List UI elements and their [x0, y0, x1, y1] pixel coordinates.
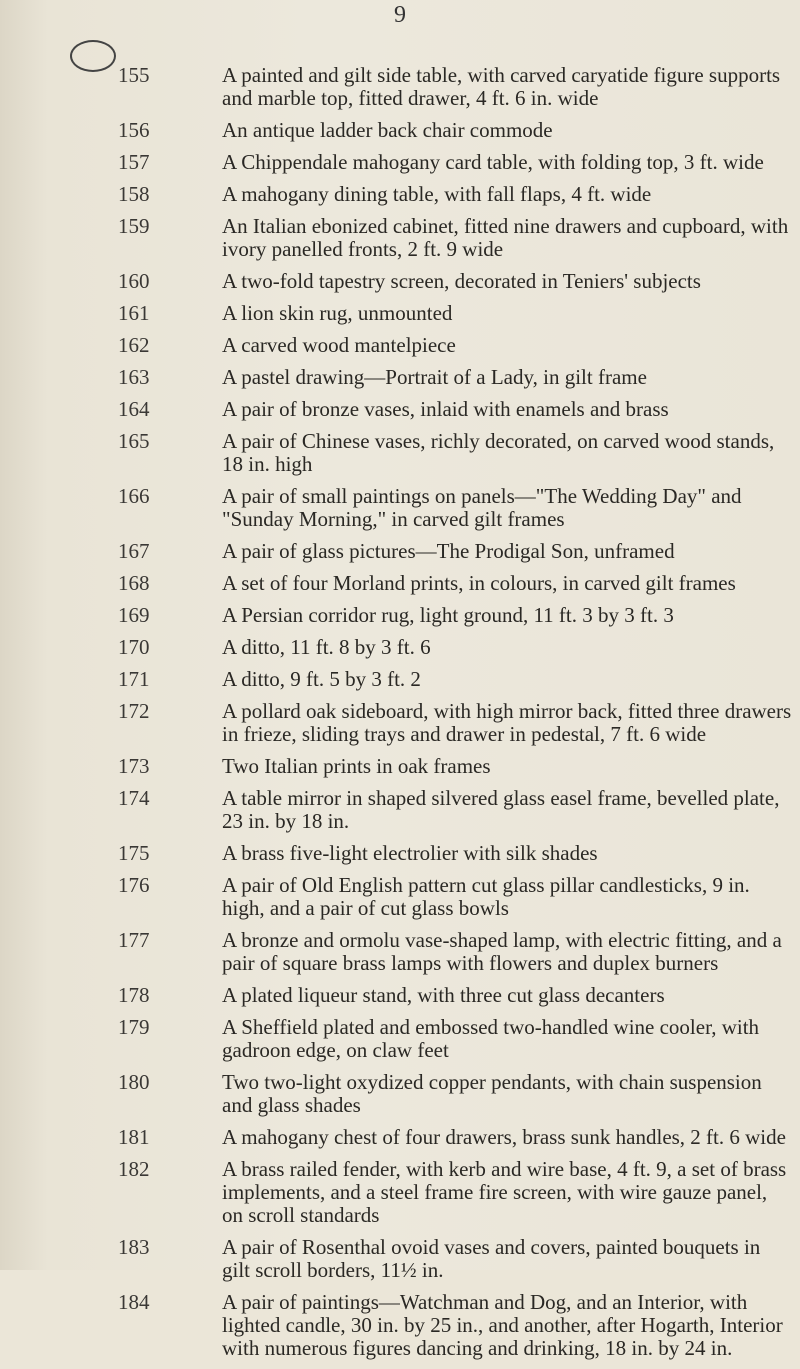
- lot-description: A plated liqueur stand, with three cut glass decanters: [222, 983, 665, 1007]
- lot-list: [0, 64, 800, 1369]
- lot-number: 168: [118, 571, 150, 595]
- lot-number: 178: [118, 983, 150, 1007]
- lot-item: [0, 700, 800, 746]
- lot-number: 170: [118, 635, 150, 659]
- lot-number: 157: [118, 150, 150, 174]
- lot-item: [0, 366, 800, 389]
- lot-number: 155: [118, 63, 150, 87]
- lot-description: A pair of Rosenthal ovoid vases and covers, painted bouquets in gilt scroll borders, 11½ in.: [222, 1235, 761, 1282]
- lot-description: A Sheffield plated and embossed two-handled wine cooler, with gadroon edge, on claw feet: [222, 1015, 760, 1062]
- lot-item: [0, 636, 800, 659]
- lot-description: A pair of Old English pattern cut glass pillar candlesticks, 9 in. high, and a pair of cut glass bowls: [222, 873, 750, 920]
- lot-item: [0, 270, 800, 293]
- lot-number: 159: [118, 214, 150, 238]
- lot-description: A painted and gilt side table, with carved caryatide figure supports and marble top, fitted drawer, 4 ft. 6 in. wide: [222, 63, 781, 110]
- lot-number: 156: [118, 118, 150, 142]
- lot-description: A mahogany chest of four drawers, brass sunk handles, 2 ft. 6 wide: [222, 1125, 786, 1149]
- lot-number: 180: [118, 1070, 150, 1094]
- lot-item: [0, 1236, 800, 1282]
- lot-number: 183: [118, 1235, 150, 1259]
- lot-number: 167: [118, 539, 150, 563]
- lot-item: [0, 151, 800, 174]
- lot-description: A ditto, 9 ft. 5 by 3 ft. 2: [222, 667, 421, 691]
- lot-item: [0, 842, 800, 865]
- lot-item: [0, 215, 800, 261]
- lot-number: 182: [118, 1157, 150, 1181]
- lot-item: [0, 430, 800, 476]
- lot-description: A pair of paintings—Watchman and Dog, and an Interior, with lighted candle, 30 in. by 25 in., and another, after Hogarth, Interior with numerous figures dancing and drinking, 18 in. by 24 in.: [222, 1290, 783, 1360]
- lot-description: A pollard oak sideboard, with high mirror back, fitted three drawers in frieze, sliding trays and drawer in pedestal, 7 ft. 6 wide: [222, 699, 792, 746]
- lot-number: 173: [118, 754, 150, 778]
- lot-description: A pair of bronze vases, inlaid with enamels and brass: [222, 397, 669, 421]
- lot-item: [0, 1158, 800, 1227]
- lot-description: A ditto, 11 ft. 8 by 3 ft. 6: [222, 635, 431, 659]
- lot-number: 165: [118, 429, 150, 453]
- lot-number: 172: [118, 699, 150, 723]
- lot-item: [0, 604, 800, 627]
- lot-number: 161: [118, 301, 150, 325]
- lot-number: 160: [118, 269, 150, 293]
- lot-description: A brass railed fender, with kerb and wire base, 4 ft. 9, a set of brass implements, and a steel frame fire screen, with wire gauze panel, on scroll standards: [222, 1157, 787, 1227]
- lot-description: A pair of small paintings on panels—"The Wedding Day" and "Sunday Morning," in carved gilt frames: [222, 484, 742, 531]
- lot-description: Two two-light oxydized copper pendants, with chain suspension and glass shades: [222, 1070, 762, 1117]
- lot-description: A lion skin rug, unmounted: [222, 301, 453, 325]
- lot-description: A pastel drawing—Portrait of a Lady, in gilt frame: [222, 365, 647, 389]
- lot-item: [0, 302, 800, 325]
- lot-description: A Persian corridor rug, light ground, 11 ft. 3 by 3 ft. 3: [222, 603, 674, 627]
- lot-number: 179: [118, 1015, 150, 1039]
- lot-item: [0, 183, 800, 206]
- lot-number: 184: [118, 1290, 150, 1314]
- lot-number: 162: [118, 333, 150, 357]
- lot-number: 158: [118, 182, 150, 206]
- lot-item: [0, 1071, 800, 1117]
- lot-number: 177: [118, 928, 150, 952]
- lot-description: A pair of glass pictures—The Prodigal Son, unframed: [222, 539, 675, 563]
- lot-description: A table mirror in shaped silvered glass easel frame, bevelled plate, 23 in. by 18 in.: [222, 786, 780, 833]
- lot-item: [0, 1126, 800, 1149]
- lot-description: A pair of Chinese vases, richly decorated, on carved wood stands, 18 in. high: [222, 429, 775, 476]
- lot-number: 163: [118, 365, 150, 389]
- lot-description: Two Italian prints in oak frames: [222, 754, 491, 778]
- lot-number: 166: [118, 484, 150, 508]
- lot-description: A set of four Morland prints, in colours, in carved gilt frames: [222, 571, 736, 595]
- lot-description: A brass five-light electrolier with silk shades: [222, 841, 598, 865]
- lot-item: [0, 1291, 800, 1360]
- lot-item: [0, 540, 800, 563]
- lot-number: 169: [118, 603, 150, 627]
- lot-item: [0, 984, 800, 1007]
- lot-number: 164: [118, 397, 150, 421]
- lot-item: [0, 64, 800, 110]
- lot-item: [0, 334, 800, 357]
- lot-item: [0, 119, 800, 142]
- lot-item: [0, 398, 800, 421]
- lot-description: A two-fold tapestry screen, decorated in Teniers' subjects: [222, 269, 701, 293]
- lot-item: [0, 485, 800, 531]
- lot-item: [0, 755, 800, 778]
- lot-description: An antique ladder back chair commode: [222, 118, 553, 142]
- lot-description: An Italian ebonized cabinet, fitted nine drawers and cupboard, with ivory panelled fronts, 2 ft. 9 wide: [222, 214, 789, 261]
- page-number: 9: [394, 2, 406, 28]
- lot-description: A Chippendale mahogany card table, with folding top, 3 ft. wide: [222, 150, 764, 174]
- lot-item: [0, 668, 800, 691]
- lot-description: A bronze and ormolu vase-shaped lamp, with electric fitting, and a pair of square brass lamps with flowers and duplex burners: [222, 928, 782, 975]
- lot-item: [0, 787, 800, 833]
- lot-number: 174: [118, 786, 150, 810]
- lot-item: [0, 572, 800, 595]
- lot-number: 181: [118, 1125, 150, 1149]
- lot-number: 171: [118, 667, 150, 691]
- lot-description: A carved wood mantelpiece: [222, 333, 456, 357]
- lot-item: [0, 1016, 800, 1062]
- lot-number: 176: [118, 873, 150, 897]
- lot-number: 175: [118, 841, 150, 865]
- lot-item: [0, 874, 800, 920]
- lot-item: [0, 929, 800, 975]
- lot-description: A mahogany dining table, with fall flaps, 4 ft. wide: [222, 182, 652, 206]
